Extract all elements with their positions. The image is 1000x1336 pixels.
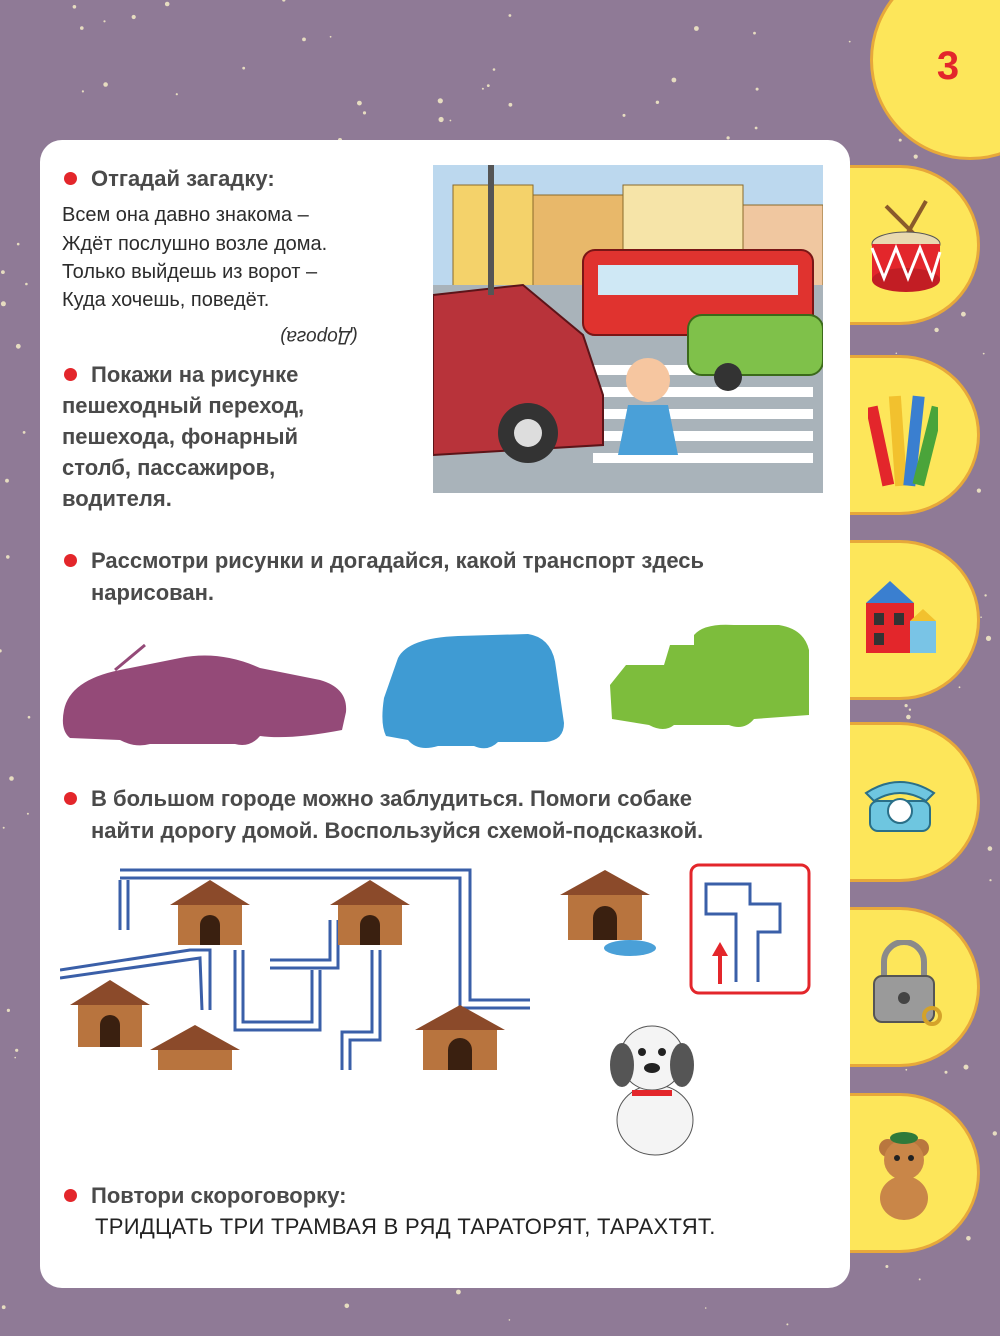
- dog-illustration: [600, 1010, 710, 1160]
- bullet-tongue-twister: [64, 1189, 77, 1202]
- dog-house-home: [560, 870, 656, 956]
- dog-house: [330, 880, 410, 945]
- truck-silhouette: [604, 615, 814, 735]
- dog-house: [150, 1025, 240, 1070]
- riddle-heading: Отгадай загадку:: [91, 166, 275, 191]
- riddle-line: Всем она давно знакома –: [62, 204, 309, 226]
- riddle-line: Только выйдешь из ворот –: [62, 261, 318, 283]
- dog-house: [415, 1005, 505, 1070]
- transport-line: Рассмотри рисунки и догадайся, какой транспорт здесь: [91, 548, 705, 573]
- riddle-line: Ждёт послушно возле дома.: [62, 233, 328, 255]
- bullet-show: [64, 368, 77, 381]
- pencils-icon: [868, 376, 938, 496]
- dog-house: [170, 880, 250, 945]
- show-line: пешеходный переход,: [62, 393, 305, 418]
- show-line: пешехода, фонарный: [62, 424, 299, 449]
- tongue-twister-heading: Повтори скороговорку:: [91, 1183, 347, 1208]
- maze-line: найти дорогу домой. Воспользуйся схемой-подсказкой.: [91, 818, 704, 843]
- teddy-bear-icon: [864, 1126, 944, 1226]
- bullet-transport: [64, 554, 77, 567]
- bus-silhouette: [378, 628, 568, 753]
- maze-map: [60, 860, 680, 1070]
- padlock-icon: [864, 940, 944, 1030]
- tongue-twister-text: ТРИДЦАТЬ ТРИ ТРАМВАЯ В РЯД ТАРАТОРЯТ, ТАРАХТЯТ.: [95, 1214, 716, 1239]
- street-illustration: [433, 165, 823, 493]
- page-number: 3: [936, 44, 960, 88]
- bullet-riddle: [64, 172, 77, 185]
- toy-house-icon: [860, 573, 940, 663]
- show-line: столб, пассажиров,: [62, 455, 276, 480]
- drum-icon: [866, 196, 946, 296]
- bullet-maze: [64, 792, 77, 805]
- hint-scheme: [688, 862, 813, 997]
- maze-line: В большом городе можно заблудиться. Помоги собаке: [91, 786, 692, 811]
- dog-house: [70, 980, 150, 1047]
- riddle-answer-upside-down: (Дорога): [280, 326, 358, 347]
- show-line: Покажи на рисунке: [91, 362, 299, 387]
- telephone-icon: [860, 765, 940, 845]
- transport-line: нарисован.: [91, 580, 215, 605]
- car-silhouette: [60, 640, 350, 750]
- show-line: водителя.: [62, 486, 172, 511]
- riddle-line: Куда хочешь, поведёт.: [62, 289, 270, 311]
